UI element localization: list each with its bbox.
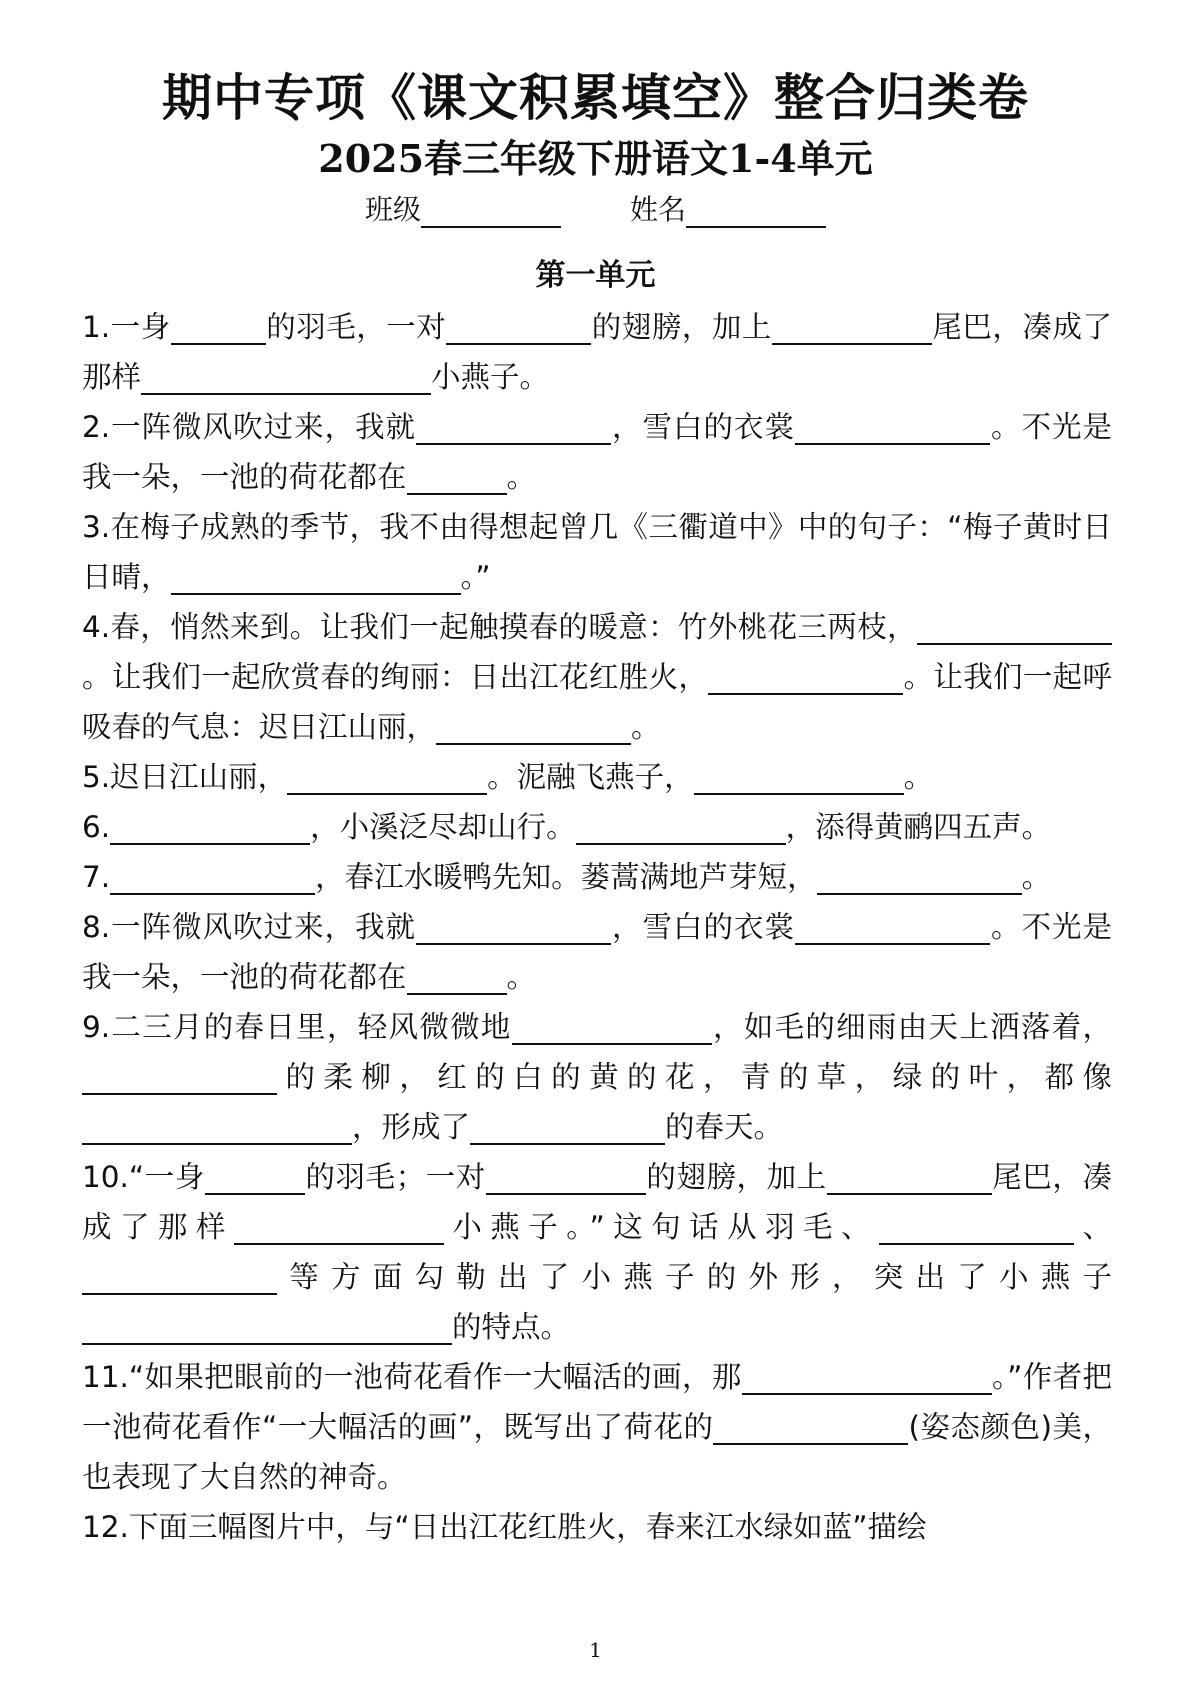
answer-blank[interactable] xyxy=(795,409,990,445)
question-3 xyxy=(82,502,1112,602)
question-text: 4.春，悄然来到。让我们一起触摸春的暖意：竹外桃花三两枝， xyxy=(82,610,917,644)
answer-blank[interactable] xyxy=(470,1109,665,1145)
answer-blank[interactable] xyxy=(82,1309,452,1345)
question-text: ，雪白的衣裳 xyxy=(611,910,796,944)
name-field[interactable] xyxy=(686,198,826,228)
question-text: ，添得黄鹂四五声。 xyxy=(785,810,1052,844)
question-text: 的柔柳，红的白的黄的花，青的草，绿的叶，都像 xyxy=(277,1060,1112,1094)
question-text: ，春江水暖鸭先知。蒌蒿满地芦芽短， xyxy=(315,860,817,894)
question-text: 9.二三月的春日里，轻风微微地 xyxy=(82,1010,512,1044)
answer-blank[interactable] xyxy=(416,909,611,945)
answer-blank[interactable] xyxy=(171,309,266,345)
answer-blank[interactable] xyxy=(486,1159,646,1195)
question-text: 5.迟日江山丽， xyxy=(82,760,288,794)
answer-blank[interactable] xyxy=(141,359,431,395)
answer-blank[interactable] xyxy=(713,1409,908,1445)
page-number: 1 xyxy=(589,1638,602,1662)
answer-blank[interactable] xyxy=(879,1209,1074,1245)
question-text: 8.一阵微风吹过来，我就 xyxy=(82,910,417,944)
question-text: 尾巴，凑成了那样 xyxy=(82,1160,1112,1244)
question-1 xyxy=(82,302,1112,402)
question-text: ，小溪泛尽却山行。 xyxy=(310,810,576,844)
answer-blank[interactable] xyxy=(407,459,507,495)
question-text: ，雪白的衣裳 xyxy=(611,410,796,444)
question-text: 6. xyxy=(82,810,111,844)
unit-heading: 第一单元 xyxy=(535,258,656,293)
question-text: 7. xyxy=(82,860,111,894)
question-text: (姿态颜色)美，也表现了大自然的神奇。 xyxy=(82,1410,1112,1494)
answer-blank[interactable] xyxy=(512,1009,712,1045)
answer-blank[interactable] xyxy=(82,1259,277,1295)
question-11 xyxy=(82,1352,1112,1502)
question-text: 。 xyxy=(506,460,537,494)
question-8 xyxy=(82,902,1112,1002)
answer-blank[interactable] xyxy=(446,309,591,345)
question-7 xyxy=(82,852,1112,902)
answer-blank[interactable] xyxy=(817,859,1022,895)
question-text: 1.一身 xyxy=(82,310,171,344)
answer-blank[interactable] xyxy=(436,709,631,745)
answer-blank[interactable] xyxy=(795,909,990,945)
question-10 xyxy=(82,1152,1112,1352)
question-text: 小燕子。”这句话从羽毛、 xyxy=(443,1210,879,1244)
question-6 xyxy=(82,802,1112,852)
answer-blank[interactable] xyxy=(694,759,904,795)
answer-blank[interactable] xyxy=(917,609,1112,645)
question-text: 。 xyxy=(631,710,661,744)
question-text: 。 xyxy=(506,960,537,994)
question-text: ，如毛的细雨由天上洒落着， xyxy=(711,1010,1112,1044)
question-text: 。” xyxy=(460,560,491,594)
answer-blank[interactable] xyxy=(287,759,487,795)
question-text: 10.“一身 xyxy=(82,1160,205,1194)
answer-blank[interactable] xyxy=(416,409,611,445)
answer-blank[interactable] xyxy=(708,659,903,695)
question-text: 的羽毛，一对 xyxy=(265,310,447,344)
question-9 xyxy=(82,1002,1112,1152)
question-text: 的翅膀，加上 xyxy=(645,1160,827,1194)
question-text: 等方面勾勒出了小燕子的外形，突出了小燕子 xyxy=(277,1260,1112,1294)
answer-blank[interactable] xyxy=(407,959,507,995)
answer-blank[interactable] xyxy=(82,1059,277,1095)
question-text: 11.“如果把眼前的一池荷花看作一大幅活的画，那 xyxy=(82,1360,742,1394)
question-text: 。泥融飞燕子， xyxy=(487,760,694,794)
answer-blank[interactable] xyxy=(205,1159,305,1195)
question-5 xyxy=(82,752,1112,802)
question-text: 。 xyxy=(1021,860,1052,894)
question-list xyxy=(82,302,1112,1552)
question-text: 。让我们一起呼吸春的气息：迟日江山丽， xyxy=(82,660,1112,744)
question-text: 的特点。 xyxy=(452,1310,571,1344)
question-4 xyxy=(82,602,1112,752)
question-text: 、 xyxy=(1074,1210,1112,1244)
question-12 xyxy=(82,1502,1112,1552)
question-text: 2.一阵微风吹过来，我就 xyxy=(82,410,417,444)
answer-blank[interactable] xyxy=(110,809,310,845)
class-field[interactable] xyxy=(421,198,561,228)
question-text: ，形成了 xyxy=(352,1110,471,1144)
answer-blank[interactable] xyxy=(827,1159,992,1195)
question-text: 。 xyxy=(903,760,934,794)
question-text: 的羽毛；一对 xyxy=(304,1160,486,1194)
answer-blank[interactable] xyxy=(171,559,461,595)
student-info xyxy=(0,188,1191,228)
question-text: 小燕子。 xyxy=(431,360,550,394)
question-text: 。”作者把一池荷花看作“一大幅活的画”，既写出了荷花的 xyxy=(82,1360,1112,1444)
answer-blank[interactable] xyxy=(742,1359,992,1395)
question-text: 。不光是我一朵，一池的荷花都在 xyxy=(82,910,1112,994)
question-text: 12.下面三幅图片中，与“日出江花红胜火，春来江水绿如蓝”描绘 xyxy=(82,1510,927,1544)
answer-blank[interactable] xyxy=(110,859,315,895)
question-text: 。不光是我一朵，一池的荷花都在 xyxy=(82,410,1112,494)
answer-blank[interactable] xyxy=(772,309,932,345)
question-text: 的春天。 xyxy=(665,1110,784,1144)
question-text: 。让我们一起欣赏春的绚丽：日出江花红胜火， xyxy=(82,660,709,694)
class-label: 班级 xyxy=(365,193,422,226)
question-2 xyxy=(82,402,1112,502)
question-text: 尾巴，凑成了那样 xyxy=(82,310,1112,394)
question-text: 的翅膀，加上 xyxy=(591,310,772,344)
page-subtitle: 2025春三年级下册语文1-4单元 xyxy=(318,136,873,181)
question-text: 3.在梅子成熟的季节，我不由得想起曾几《三衢道中》中的句子：“梅子黄时日日晴， xyxy=(82,510,1112,594)
answer-blank[interactable] xyxy=(234,1209,444,1245)
answer-blank[interactable] xyxy=(82,1109,352,1145)
page-title: 期中专项《课文积累填空》整合归类卷 xyxy=(162,69,1029,127)
answer-blank[interactable] xyxy=(576,809,786,845)
name-label: 姓名 xyxy=(629,193,686,226)
